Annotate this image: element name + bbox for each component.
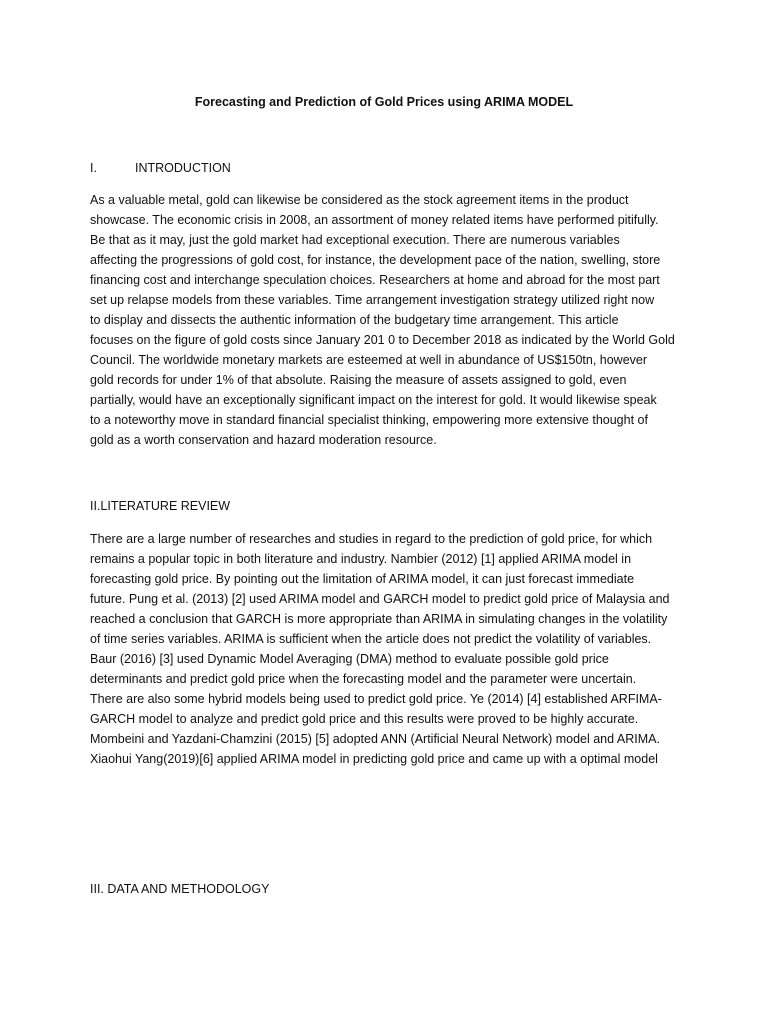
section-number: I. — [90, 161, 97, 175]
paragraph-line: There are a large number of researches and studies in regard to the prediction of gold price, for which — [90, 532, 653, 546]
document-title: Forecasting and Prediction of Gold Prices using ARIMA MODEL — [194, 95, 574, 109]
paragraph-line: Mombeini and Yazdani-Chamzini (2015) [5] adopted ANN (Artificial Neural Network) model and ARIMA. — [90, 732, 660, 746]
section-heading-text: INTRODUCTION — [135, 161, 231, 175]
paragraph-line: affecting the progressions of gold cost, for instance, the development pace of the nation, swelling, store — [90, 253, 661, 267]
paragraph-line: to display and dissects the authentic information of the budgetary time arrangement. This article — [90, 313, 619, 327]
paragraph-line: focuses on the figure of gold costs since January 201 0 to December 2018 as indicated by the World Gold — [90, 333, 675, 347]
literature-review-paragraph — [90, 529, 690, 769]
paragraph-line: reached a conclusion that GARCH is more appropriate than ARIMA in simulating changes in the volatility — [90, 612, 668, 626]
paragraph-line: As a valuable metal, gold can likewise be considered as the stock agreement items in the product — [90, 193, 629, 207]
section-heading-introduction — [90, 160, 231, 176]
paragraph-line: GARCH model to analyze and predict gold price and this results were proved to be highly accurate. — [90, 712, 639, 726]
section-heading-data-methodology: III. DATA AND METHODOLOGY — [90, 882, 270, 896]
section-heading-literature-review: II.LITERATURE REVIEW — [90, 499, 231, 513]
paragraph-line: forecasting gold price. By pointing out the limitation of ARIMA model, it can just forecast immediate — [90, 572, 635, 586]
introduction-paragraph — [90, 190, 690, 450]
paragraph-line: Xiaohui Yang(2019)[6] applied ARIMA model in predicting gold price and came up with a optimal model — [90, 752, 658, 766]
paragraph-line: Council. The worldwide monetary markets are esteemed at well in abundance of US$150tn, however — [90, 353, 648, 367]
paragraph-line: partially, would have an exceptionally significant impact on the interest for gold. It would likewise speak — [90, 393, 657, 407]
paragraph-line: determinants and predict gold price when the forecasting model and the parameter were uncertain. — [90, 672, 637, 686]
paragraph-line: financing cost and interchange speculation choices. Researchers at home and abroad for the most part — [90, 273, 660, 287]
paragraph-line: showcase. The economic crisis in 2008, an assortment of money related items have performed pitifully. — [90, 213, 659, 227]
paragraph-line: gold records for under 1% of that absolute. Raising the measure of assets assigned to gold, even — [90, 373, 627, 387]
paragraph-line: of time series variables. ARIMA is sufficient when the article does not predict the volatility of variables. — [90, 632, 652, 646]
paragraph-line: gold as a worth conservation and hazard moderation resource. — [90, 433, 437, 447]
paragraph-line: to a noteworthy move in standard financial specialist thinking, empowering more extensive thought of — [90, 413, 648, 427]
paragraph-line: future. Pung et al. (2013) [2] used ARIMA model and GARCH model to predict gold price of Malaysia and — [90, 592, 670, 606]
paragraph-line: Be that as it may, just the gold market had exceptional execution. There are numerous variables — [90, 233, 620, 247]
paragraph-line: remains a popular topic in both literature and industry. Nambier (2012) [1] applied ARIMA model in — [90, 552, 632, 566]
paragraph-line: Baur (2016) [3] used Dynamic Model Averaging (DMA) method to evaluate possible gold price — [90, 652, 609, 666]
paragraph-line: set up relapse models from these variables. Time arrangement investigation strategy utilized right now — [90, 293, 655, 307]
paragraph-line: There are also some hybrid models being used to predict gold price. Ye (2014) [4] established ARFIMA- — [90, 692, 662, 706]
